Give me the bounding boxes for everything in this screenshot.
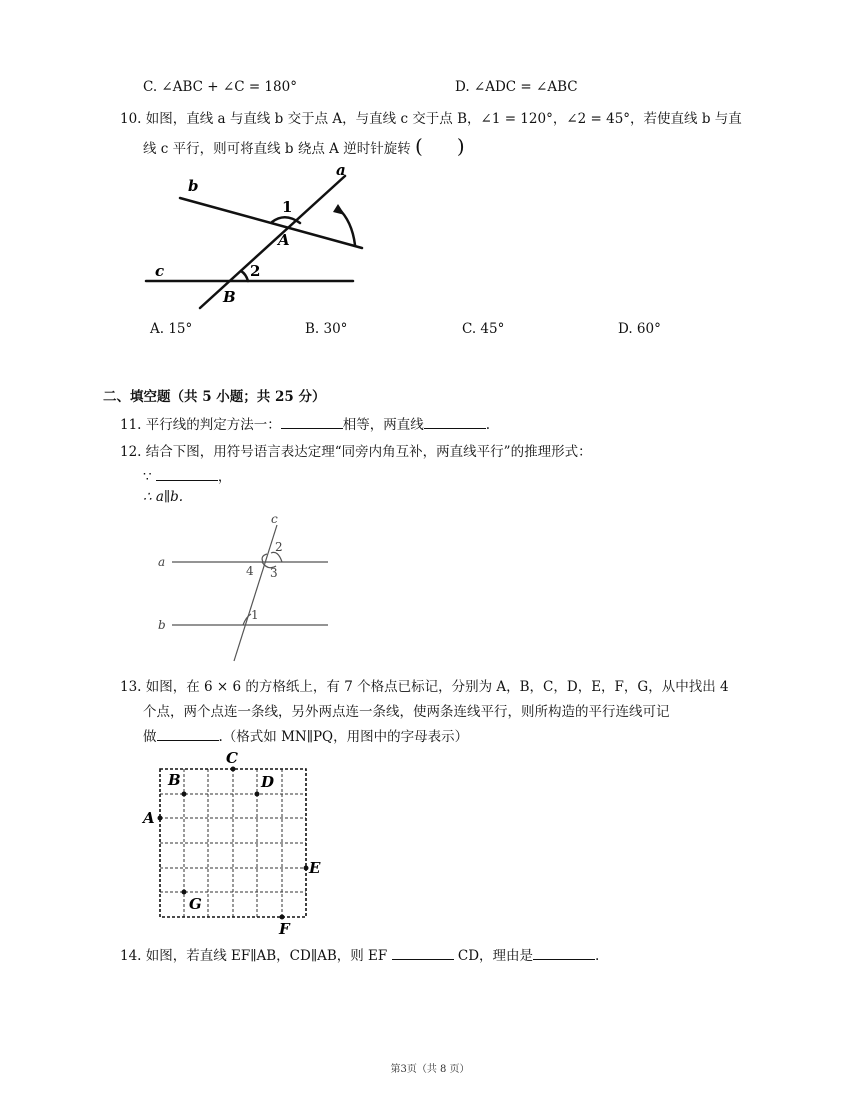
page-footer: 第3页（共 8 页） xyxy=(390,1064,470,1075)
grid-lines xyxy=(160,769,306,917)
q9-option-c: C. ∠ABC + ∠C = 180° xyxy=(143,79,297,95)
q14-blank-2 xyxy=(533,947,595,960)
label-angle-2: 2 xyxy=(275,540,283,554)
point-g xyxy=(182,890,187,895)
answer-paren-open: ( xyxy=(415,134,423,158)
q13-text-line3: 做 .（格式如 MN∥PQ，用图中的字母表示） xyxy=(143,729,469,745)
q14-blank-1 xyxy=(392,947,454,960)
q14-text: 14. 如图，若直线 EF∥AB，CD∥AB，则 EF CD，理由是 . xyxy=(120,948,600,964)
point-b xyxy=(182,792,187,797)
label-point-d: D xyxy=(261,773,275,791)
q13-text-line1: 13. 如图，在 6 × 6 的方格纸上，有 7 个格点已标记，分别为 A，B，C，D，E，F，G，从中找出 4 xyxy=(120,679,729,695)
section-title: 二、填空题（共 5 小题；共 25 分） xyxy=(103,389,326,405)
q12-therefore-line: ∴ a∥b. xyxy=(143,489,184,505)
answer-paren-close: ) xyxy=(456,134,465,158)
angle-2-arc xyxy=(241,271,248,281)
rotation-arrowhead xyxy=(333,204,345,215)
label-c: c xyxy=(271,512,278,526)
label-point-c: C xyxy=(226,749,238,767)
label-point-a: A xyxy=(278,231,290,249)
label-angle-1: 1 xyxy=(282,198,293,216)
q10-figure xyxy=(140,160,370,310)
label-angle-4: 4 xyxy=(246,564,254,578)
label-b: b xyxy=(188,177,199,195)
label-a: a xyxy=(158,555,166,569)
q10-option-c: C. 45° xyxy=(462,321,505,337)
q10-text-line2: 线 c 平行，则可将直线 b 绕点 A 逆时针旋转 ( ) xyxy=(143,134,465,158)
label-angle-1: 1 xyxy=(251,608,259,622)
label-point-b: B xyxy=(223,288,236,306)
point-a xyxy=(158,816,163,821)
label-angle-3: 3 xyxy=(270,566,278,580)
label-point-g: G xyxy=(189,895,202,913)
q10-option-d: D. 60° xyxy=(618,321,661,337)
point-d xyxy=(255,792,260,797)
label-point-b: B xyxy=(168,771,181,789)
q11-blank-1 xyxy=(281,416,343,429)
q13-blank xyxy=(157,728,219,741)
q12-text: 12. 结合下图，用符号语言表达定理“同旁内角互补，两直线平行”的推理形式： xyxy=(120,444,592,460)
q13-text-line2: 个点，两个点连一条线，另外两点连一条线，使两条连线平行，则所构造的平行连线可记 xyxy=(143,704,670,720)
q11-text: 11. 平行线的判定方法一： 相等，两直线 . xyxy=(120,417,491,433)
line-c xyxy=(234,525,277,661)
label-a: a xyxy=(336,161,346,179)
q12-blank xyxy=(156,468,218,481)
q9-option-d: D. ∠ADC = ∠ABC xyxy=(455,79,578,95)
q12-because-line: ∵ ， xyxy=(143,469,232,485)
q10-option-a: A. 15° xyxy=(150,321,193,337)
q10-text-line1: 10. 如图，直线 a 与直线 b 交于点 A，与直线 c 交于点 B，∠1 = 120°，∠2 = 45°，若使直线 b 与直 xyxy=(120,111,742,127)
point-e xyxy=(304,866,309,871)
label-point-e: E xyxy=(309,859,321,877)
q13-grid-figure xyxy=(140,745,340,937)
q10-option-b: B. 30° xyxy=(305,321,348,337)
q11-blank-2 xyxy=(424,416,486,429)
label-b: b xyxy=(158,618,166,632)
label-c: c xyxy=(155,262,165,280)
label-angle-2: 2 xyxy=(250,262,261,280)
line-b xyxy=(180,198,362,248)
line-a xyxy=(200,176,345,308)
point-c xyxy=(231,767,236,772)
point-f xyxy=(280,915,285,920)
q12-figure xyxy=(150,508,340,668)
label-point-a: A xyxy=(143,809,155,827)
label-point-f: F xyxy=(279,920,290,937)
